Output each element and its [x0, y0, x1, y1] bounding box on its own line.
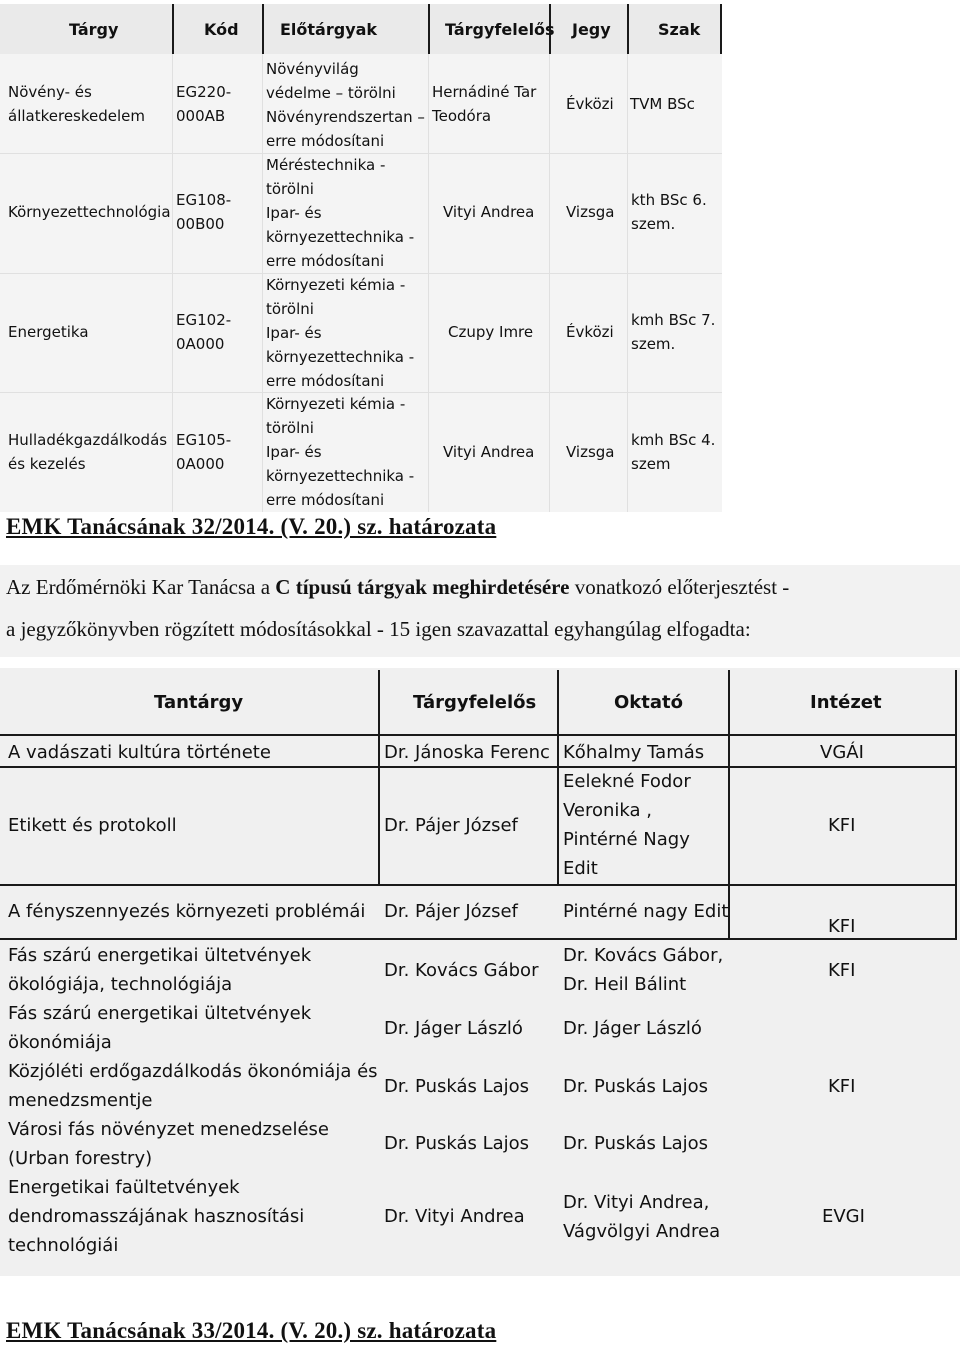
responsible-cell: Vityi Andrea [443, 203, 535, 221]
institute-cell: KFI [828, 815, 856, 836]
resolution-text-bold: C típusú tárgyak meghirdetésére [275, 575, 570, 599]
program-cell: szem. [631, 335, 676, 353]
grade-cell: Vizsga [566, 443, 615, 461]
resolution-32-heading: EMK Tanácsának 32/2014. (V. 20.) sz. határozata [6, 514, 497, 539]
header-divider [627, 4, 629, 54]
subject-cell: Növény- és [8, 83, 92, 101]
prereq-cell: Környezeti kémia - [266, 276, 406, 294]
row-rule [0, 884, 957, 886]
resolution-32-text-line-2: a jegyzőkönyvben rögzített módosításokkal - 15 igen szavazattal egyhangúlag elfogadta: [6, 617, 751, 641]
teacher-cell: Kőhalmy Tamás [563, 742, 705, 763]
subject-cell: menedzsmentje [8, 1090, 153, 1111]
col-divider [557, 734, 559, 884]
prereq-cell: törölni [266, 419, 314, 437]
header-divider [172, 4, 174, 54]
teacher-cell: Dr. Jáger László [563, 1018, 702, 1039]
col-header-responsible: Tárgyfelelős [413, 692, 537, 713]
prereq-cell: Ipar- és [266, 204, 322, 222]
prereq-cell: Növényvilág [266, 60, 359, 78]
subject-cell: Közjóléti erdőgazdálkodás ökonómiája és [8, 1061, 378, 1082]
teacher-cell: Veronika , [563, 800, 652, 821]
header-divider [378, 670, 380, 734]
header-divider [428, 4, 430, 54]
col-divider [549, 54, 550, 512]
institute-cell: KFI [828, 916, 856, 937]
responsible-cell: Dr. Pájer József [384, 901, 518, 922]
responsible-cell: Vityi Andrea [443, 443, 535, 461]
subject-cell: ökonómiája [8, 1032, 112, 1053]
prereq-cell: erre módosítani [266, 491, 385, 509]
row-rule [0, 938, 957, 940]
teacher-cell: Dr. Vityi Andrea, [563, 1192, 710, 1213]
header-divider [720, 4, 722, 54]
subject-cell: Energetikai faültetvények [8, 1177, 240, 1198]
subject-cell: Környezettechnológia [8, 203, 171, 221]
teacher-cell: Edit [563, 858, 598, 879]
teacher-cell: Pintérné nagy Edit [563, 901, 729, 922]
col-header-responsible: Tárgyfelelős [445, 20, 555, 39]
responsible-cell: Dr. Kovács Gábor [384, 960, 539, 981]
col-header-institute: Intézet [810, 692, 882, 713]
institute-cell: EVGI [822, 1206, 865, 1227]
prereq-cell: környezettechnika - [266, 228, 415, 246]
responsible-cell: Dr. Jánoska Ferenc [384, 742, 550, 763]
teacher-cell: Dr. Puskás Lajos [563, 1133, 709, 1154]
prereq-cell: erre módosítani [266, 252, 385, 270]
resolution-text-part: vonatkozó előterjesztést - [569, 575, 790, 599]
teacher-cell: Dr. Heil Bálint [563, 974, 687, 995]
prereq-cell: Ipar- és [266, 324, 322, 342]
resolution-text-part: Az Erdőmérnöki Kar Tanácsa a [6, 575, 276, 599]
col-divider [627, 54, 628, 512]
code-cell: EG102- [176, 311, 232, 329]
responsible-cell: Dr. Puskás Lajos [384, 1133, 530, 1154]
code-cell: 00B00 [176, 215, 225, 233]
col-divider [955, 884, 957, 940]
code-cell: 0A000 [176, 455, 225, 473]
responsible-cell: Czupy Imre [448, 323, 534, 341]
col-header-subject: Tárgy [69, 20, 119, 39]
code-cell: EG220- [176, 83, 232, 101]
prereq-cell: Ipar- és [266, 443, 322, 461]
code-cell: 0A000 [176, 335, 225, 353]
col-divider [428, 54, 429, 512]
col-header-grade: Jegy [572, 20, 611, 39]
col-header-prereq: Előtárgyak [280, 20, 378, 39]
subject-cell: A vadászati kultúra története [8, 742, 271, 763]
teacher-cell: Eelekné Fodor [563, 771, 691, 792]
resolution-33-heading: EMK Tanácsának 33/2014. (V. 20.) sz. határozata [6, 1318, 497, 1343]
col-divider [172, 54, 173, 512]
header-divider [262, 4, 264, 54]
subject-cell: A fényszennyezés környezeti problémái [8, 901, 366, 922]
col-header-code: Kód [204, 20, 239, 39]
responsible-cell: Dr. Jáger László [384, 1018, 523, 1039]
teacher-cell: Dr. Puskás Lajos [563, 1076, 709, 1097]
subject-cell: állatkereskedelem [8, 107, 145, 125]
responsible-cell: Dr. Puskás Lajos [384, 1076, 530, 1097]
col-divider [378, 734, 380, 884]
institute-cell: VGÁI [820, 742, 864, 763]
prereq-cell: Környezeti kémia - [266, 395, 406, 413]
subject-cell: Energetika [8, 323, 89, 341]
prereq-cell: törölni [266, 180, 314, 198]
header-divider [557, 670, 559, 734]
code-cell: 000AB [176, 107, 226, 125]
teacher-cell: Dr. Kovács Gábor, [563, 945, 724, 966]
col-header-subject: Tantárgy [154, 692, 244, 713]
program-cell: kmh BSc 4. [631, 431, 716, 449]
header-divider [728, 670, 730, 734]
prereq-cell: Növényrendszertan – [266, 108, 425, 126]
prereq-cell: védelme – törölni [266, 84, 396, 102]
program-cell: szem [631, 455, 671, 473]
subject-cell: Hulladékgazdálkodás [8, 431, 168, 449]
col-header-program: Szak [658, 20, 701, 39]
prereq-cell: környezettechnika - [266, 348, 415, 366]
code-cell: EG105- [176, 431, 232, 449]
responsible-cell: Teodóra [432, 107, 492, 125]
subject-cell: Fás szárú energetikai ültetvények [8, 1003, 312, 1024]
grade-cell: Évközi [566, 323, 614, 341]
code-cell: EG108- [176, 191, 232, 209]
resolution-32-text-line-1 [6, 566, 789, 608]
subject-cell: technológiái [8, 1235, 119, 1256]
subject-cell: és kezelés [8, 455, 86, 473]
grade-cell: Évközi [566, 95, 614, 113]
program-cell: kmh BSc 7. [631, 311, 716, 329]
program-cell: szem. [631, 215, 676, 233]
prereq-cell: erre módosítani [266, 372, 385, 390]
col-divider [262, 54, 263, 512]
header-bottom-rule [0, 734, 957, 736]
institute-cell: KFI [828, 960, 856, 981]
col-divider [955, 734, 957, 884]
subject-cell: Városi fás növényzet menedzselése [8, 1119, 329, 1140]
institute-cell: KFI [828, 1076, 856, 1097]
prereq-cell: törölni [266, 300, 314, 318]
program-cell: kth BSc 6. [631, 191, 707, 209]
col-divider [728, 734, 730, 884]
subject-cell: dendromasszájának hasznosítási [8, 1206, 305, 1227]
responsible-cell: Dr. Pájer József [384, 815, 518, 836]
program-cell: TVM BSc [630, 95, 695, 113]
subject-cell: Fás szárú energetikai ültetvények [8, 945, 312, 966]
subject-cell: (Urban forestry) [8, 1148, 153, 1169]
prereq-cell: környezettechnika - [266, 467, 415, 485]
subject-cell: Etikett és protokoll [8, 815, 177, 836]
prereq-cell: erre módosítani [266, 132, 385, 150]
col-header-teacher: Oktató [614, 692, 683, 713]
grade-cell: Vizsga [566, 203, 615, 221]
teacher-cell: Pintérné Nagy [563, 829, 690, 850]
teacher-cell: Vágvölgyi Andrea [563, 1221, 721, 1242]
responsible-cell: Hernádiné Tar [432, 83, 537, 101]
responsible-cell: Dr. Vityi Andrea [384, 1206, 525, 1227]
prereq-cell: Méréstechnika - [266, 156, 386, 174]
subject-cell: ökológiája, technológiája [8, 974, 233, 995]
header-divider [955, 670, 957, 734]
